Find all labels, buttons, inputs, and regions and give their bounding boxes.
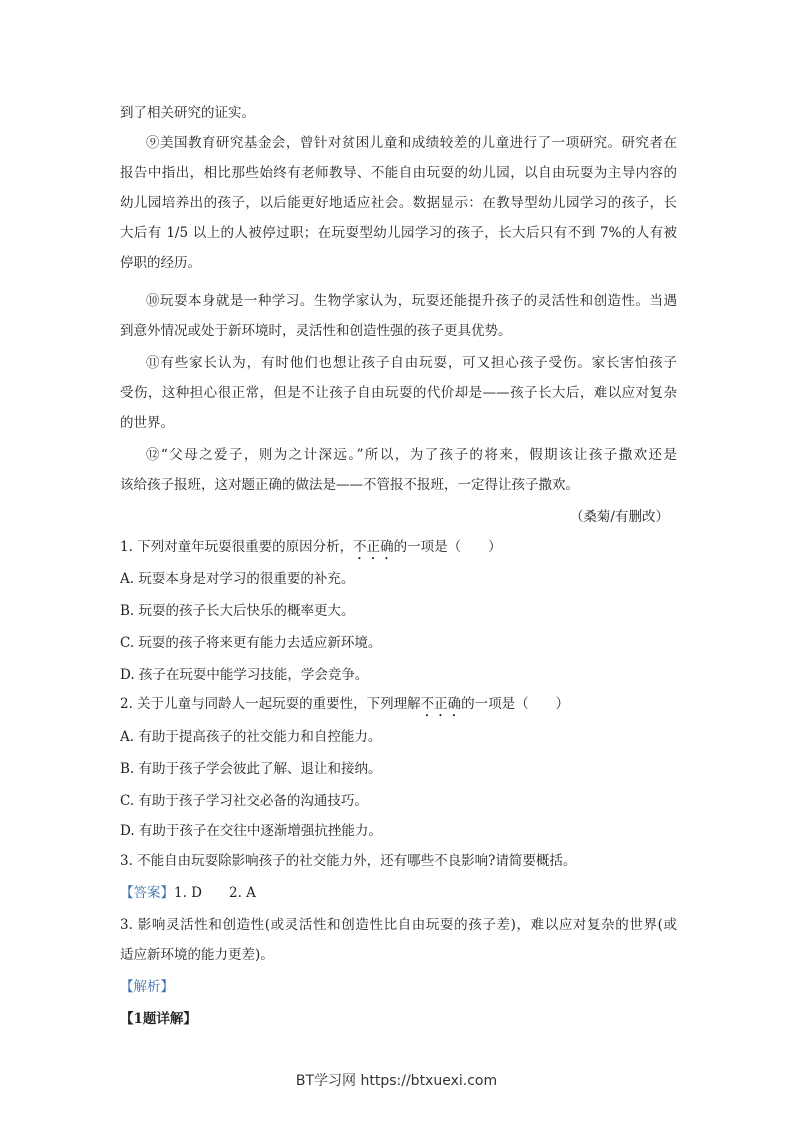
question-1-option-b: B. 玩耍的孩子长大后快乐的概率更大。 [120,603,355,619]
paragraph-11-line: 受伤，这种担心很正常，但是不让孩子自由玩耍的代价却是——孩子长大后，难以应对复杂 [120,385,677,401]
passage-source: （桑菊/有删改） [569,509,669,525]
paragraph-9-line: 幼儿园培养出的孩子，以后能更好地适应社会。数据显示：在教导型幼儿园学习的孩子，长 [120,195,677,211]
paragraph-10-line: 到意外情况或处于新环境时，灵活性和创造性强的孩子更具优势。 [120,323,512,339]
question-2-option-a: A. 有助于提高孩子的社交能力和自控能力。 [120,729,382,745]
analysis-q1-heading: 【1题详解】 [120,1011,197,1027]
question-2-prefix: 2. 关于儿童与同龄人一起玩耍的重要性，下列理解 [120,696,421,712]
question-1-option-a: A. 玩耍本身是对学习的很重要的补充。 [120,571,355,587]
question-2-option-b: B. 有助于孩子学会彼此了解、退让和接纳。 [120,761,382,777]
answer-q3-line: 3. 影响灵活性和创造性(或灵活性和创造性比自由玩耍的孩子差)，难以应对复杂的世界(或 [120,917,677,933]
paragraph-12-line: ⑫“父母之爱子，则为之计深远。”所以，为了孩子的将来，假期该让孩子撒欢还是 [146,447,677,463]
answer-line [120,883,677,903]
paragraph-12-line: 该给孩子报班，这对题正确的做法是——不管报不报班，一定得让孩子撒欢。 [120,477,579,493]
paragraph-10-line: ⑩玩耍本身就是一种学习。生物学家认为，玩耍还能提升孩子的灵活性和创造性。当遇 [146,293,677,309]
paragraph-11-line: ⑪有些家长认为，有时他们也想让孩子自由玩耍，可又担心孩子受伤。家长害怕孩子 [146,355,677,371]
paragraph-9-line: 停职的经历。 [120,255,201,271]
question-2-option-c: C. 有助于孩子学习社交必备的沟通技巧。 [120,793,368,809]
question-1-option-d: D. 孩子在玩耍中能学习技能，学会竞争。 [120,667,369,683]
answer-label: 【答案】 [120,885,174,901]
analysis-label: 【解析】 [120,979,174,995]
paragraph-9-line: 大后有 1/5 以上的人被停过职；在玩耍型幼儿园学习的孩子，长大后只有不到 7%的人有被 [120,225,677,241]
question-2-option-d: D. 有助于孩子在交往中逐渐增强抗挫能力。 [120,823,382,839]
paragraph-11-line: 的世界。 [120,415,174,431]
question-1-suffix: 的一项是（ ） [393,539,502,555]
question-3: 3. 不能自由玩耍除影响孩子的社交能力外，还有哪些不良影响?请简要概括。 [120,853,577,869]
question-2 [120,694,677,720]
answer-q3-line: 适应新环境的能力更差)。 [120,947,274,963]
question-2-emphasis: 不正确 [420,696,462,712]
paragraph-9-line: 报告中指出，相比那些始终有老师教导、不能自由玩耍的幼儿园，以自由玩耍为主导内容的 [120,165,677,181]
question-2-suffix: 的一项是（ ） [461,696,570,712]
question-1 [120,537,677,563]
question-1-prefix: 1. 下列对童年玩耍很重要的原因分析， [120,539,354,555]
site-footer: BT学习网 https://btxuexi.com [295,1073,498,1089]
question-1-emphasis: 不正确 [353,539,394,555]
paragraph-9-line: ⑨美国教育研究基金会，曾针对贫困儿童和成绩较差的儿童进行了一项研究。研究者在 [146,135,677,151]
answer-q12: 1. D 2. A [174,885,256,901]
paragraph-8-tail: 到了相关研究的证实。 [120,105,255,121]
question-1-option-c: C. 玩耍的孩子将来更有能力去适应新环境。 [120,635,382,651]
